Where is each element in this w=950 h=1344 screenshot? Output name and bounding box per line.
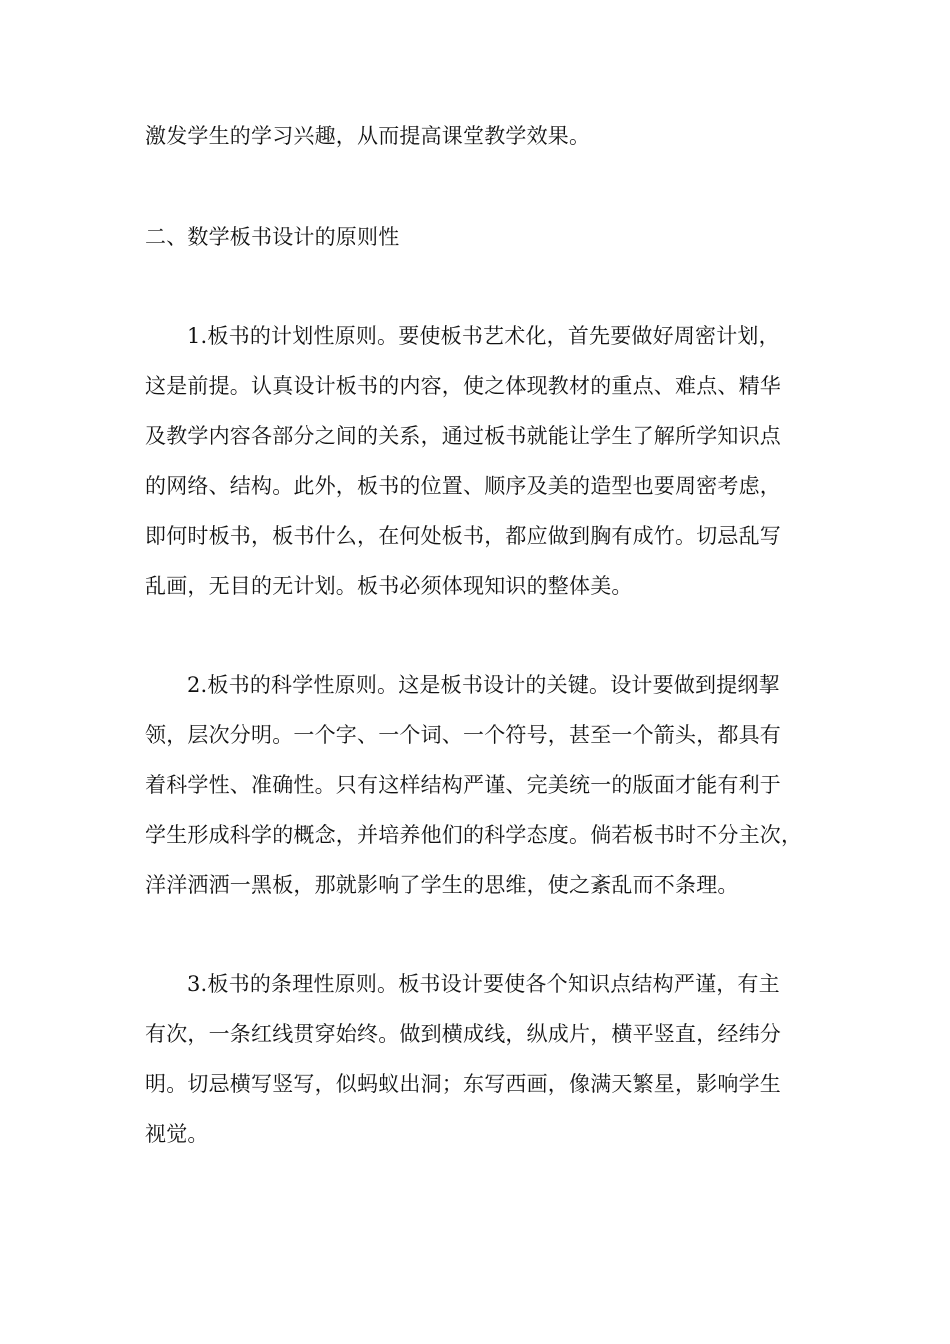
paragraph-3-line-2: 有次，一条红线贯穿始终。做到横成线，纵成片，横平竖直，经纬分 [145,1022,781,1046]
paragraph-2-line-5: 洋洋洒洒一黑板，那就影响了学生的思维，使之紊乱而不条理。 [145,873,739,897]
paragraph-1-line-4: 的网络、结构。此外，板书的位置、顺序及美的造型也要周密考虑， [145,474,781,498]
paragraph-1-line-5: 即何时板书，板书什么，在何处板书，都应做到胸有成竹。切忌乱写 [145,524,781,548]
paragraph-1-line-6: 乱画，无目的无计划。板书必须体现知识的整体美。 [145,574,633,598]
paragraph-2-line-1: 2.板书的科学性原则。这是板书设计的关键。设计要做到提纲挈 [187,673,780,697]
paragraph-2-line-2: 领，层次分明。一个字、一个词、一个符号，甚至一个箭头，都具有 [145,723,781,747]
paragraph-3-line-4: 视觉。 [145,1122,209,1146]
paragraph-2-line-3: 着科学性、准确性。只有这样结构严谨、完美统一的版面才能有利于 [145,773,781,797]
section-heading: 二、数学板书设计的原则性 [145,225,400,249]
paragraph-3-line-3: 明。切忌横写竖写，似蚂蚁出洞；东写西画，像满天繁星，影响学生 [145,1072,781,1096]
paragraph-1-line-2: 这是前提。认真设计板书的内容，使之体现教材的重点、难点、精华 [145,374,781,398]
paragraph-2-line-4: 学生形成科学的概念，并培养他们的科学态度。倘若板书时不分主次， [145,823,803,847]
paragraph-3-line-1: 3.板书的条理性原则。板书设计要使各个知识点结构严谨，有主 [187,972,780,996]
paragraph-1-line-1: 1.板书的计划性原则。要使板书艺术化，首先要做好周密计划， [187,324,780,348]
intro-text-line: 激发学生的学习兴趣，从而提高课堂教学效果。 [145,124,591,148]
paragraph-1-line-3: 及教学内容各部分之间的关系，通过板书就能让学生了解所学知识点 [145,424,781,448]
